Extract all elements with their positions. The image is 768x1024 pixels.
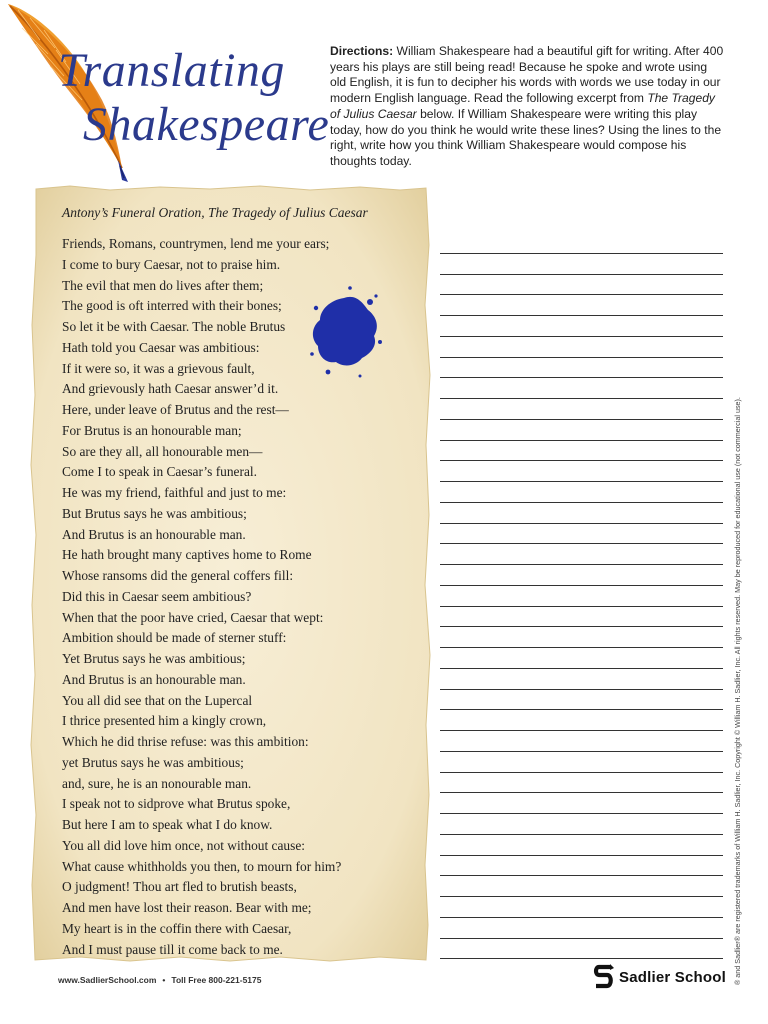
excerpt-line: You all did see that on the Lupercal [62, 692, 253, 708]
writing-line[interactable] [440, 358, 723, 379]
writing-line[interactable] [440, 814, 723, 835]
excerpt-line: Here, under leave of Brutus and the rest— [62, 402, 289, 417]
writing-line[interactable] [440, 731, 723, 752]
writing-line[interactable] [440, 482, 723, 503]
copyright-notice: ® and Sadlier® are registered trademarks of William H. Sadlier, Inc. Copyright © William H. Sadlier, Inc. All rights reserved. May be reproduced for educational use (not commercial use). [733, 397, 742, 985]
excerpt-line: You all did love him once, not without cause: [62, 837, 305, 853]
excerpt-line: Come I to speak in Caesar’s funeral. [62, 464, 257, 480]
directions-label: Directions: [330, 44, 394, 58]
excerpt-line: And Brutus is an honourable man. [62, 526, 246, 542]
excerpt-line: I thrice presented him a kingly crown, [62, 713, 267, 729]
writing-line[interactable] [440, 690, 723, 711]
excerpt-line: So are they all, all honourable men— [62, 443, 263, 459]
excerpt-line: I speak not to sidprove what Brutus spoke, [62, 796, 291, 812]
title-line-1: Translating [58, 44, 285, 97]
footer-separator: • [162, 975, 166, 985]
writing-line[interactable] [440, 752, 723, 773]
excerpt-line: And I must pause till it come back to me. [62, 941, 283, 957]
writing-line[interactable] [440, 607, 723, 628]
excerpt-line: For Brutus is an honourable man; [62, 422, 242, 438]
writing-line[interactable] [440, 275, 723, 296]
excerpt-line: My heart is in the coffin there with Caesar, [62, 920, 292, 936]
directions-text [330, 44, 725, 170]
writing-line[interactable] [440, 254, 723, 275]
excerpt-line: yet Brutus says he was ambitious; [62, 754, 244, 770]
excerpt-line: So let it be with Caesar. The noble Brutus [62, 319, 286, 334]
writing-line[interactable] [440, 420, 723, 441]
writing-line[interactable] [440, 503, 723, 524]
writing-line[interactable] [440, 856, 723, 877]
writing-line[interactable] [440, 773, 723, 794]
writing-line[interactable] [440, 295, 723, 316]
excerpt-line: O judgment! Thou art fled to brutish beasts, [62, 879, 297, 895]
footer-phone: Toll Free 800-221-5175 [171, 975, 262, 985]
excerpt-line: Hath told you Caesar was ambitious: [62, 339, 260, 355]
excerpt-line: Did this in Caesar seem ambitious? [62, 588, 252, 604]
directions-play-title: The Tragedy of Julius Caesar [330, 91, 715, 121]
writing-line[interactable] [440, 793, 723, 814]
excerpt-line: And grievously hath Caesar answer’d it. [62, 381, 279, 397]
directions-body-2: below. If William Shakespeare were writing this play today, how do you think he would write these lines? Using the lines to the right, write how you think William Shakespeare would compose his thoughts today. [330, 106, 722, 168]
writing-line[interactable] [440, 669, 723, 690]
excerpt-line: And Brutus is an honourable man. [62, 671, 246, 687]
excerpt-line: But here I am to speak what I do know. [62, 817, 273, 832]
excerpt-heading: Antony’s Funeral Oration, The Tragedy of Julius Caesar [62, 205, 368, 220]
writing-line[interactable] [440, 918, 723, 939]
writing-line[interactable] [440, 876, 723, 897]
writing-line[interactable] [440, 648, 723, 669]
footer-website[interactable]: www.SadlierSchool.com [58, 975, 157, 985]
writing-line[interactable] [440, 586, 723, 607]
page-title [58, 44, 330, 152]
excerpt-line: What cause whithholds you then, to mourn for him? [62, 858, 342, 874]
sadlier-logo [593, 964, 726, 990]
writing-lines [440, 233, 723, 959]
excerpt-line: I come to bury Caesar, not to praise him. [62, 256, 281, 272]
excerpt-line: He hath brought many captives home to Rome [62, 547, 312, 563]
writing-line[interactable] [440, 399, 723, 420]
excerpt-line: He was my friend, faithful and just to me: [62, 485, 287, 500]
logo-text: Sadlier School [619, 968, 726, 986]
writing-line[interactable] [440, 627, 723, 648]
writing-line[interactable] [440, 939, 723, 960]
writing-line[interactable] [440, 316, 723, 337]
excerpt-line: But Brutus says he was ambitious; [62, 505, 247, 521]
writing-line[interactable] [440, 461, 723, 482]
excerpt-line: The evil that men do lives after them; [62, 277, 264, 293]
excerpt-line: Yet Brutus says he was ambitious; [62, 651, 246, 666]
writing-line[interactable] [440, 337, 723, 358]
writing-line[interactable] [440, 524, 723, 545]
title-line-2: Shakespeare [83, 98, 330, 151]
writing-line[interactable] [440, 897, 723, 918]
writing-line[interactable] [440, 710, 723, 731]
footer [58, 975, 261, 985]
writing-line[interactable] [440, 565, 723, 586]
excerpt-line: Which he did thrise refuse: was this ambition: [62, 734, 309, 749]
writing-line[interactable] [440, 441, 723, 462]
sadlier-s-logo-icon [593, 964, 615, 990]
writing-line[interactable] [440, 544, 723, 565]
writing-line[interactable] [440, 378, 723, 399]
excerpt-line: Ambition should be made of sterner stuff: [62, 630, 287, 646]
excerpt-line: and, sure, he is an nonourable man. [62, 775, 252, 791]
directions-body-1: William Shakespeare had a beautiful gift for writing. After 400 years his plays are still being read! Because he spoke and wrote using old English, it is fun to decipher his words with words we use today in our modern English language. Read the following excerpt from [330, 44, 724, 106]
excerpt-line: Whose ransoms did the general coffers fill: [62, 568, 294, 583]
writing-line[interactable] [440, 233, 723, 254]
excerpt-line: The good is oft interred with their bones; [62, 298, 282, 314]
excerpt-line: If it were so, it was a grievous fault, [62, 360, 255, 376]
excerpt-lines [62, 235, 341, 961]
excerpt-line: And men have lost their reason. Bear with me; [62, 900, 312, 915]
excerpt-line: Friends, Romans, countrymen, lend me your ears; [62, 236, 330, 251]
excerpt-line: When that the poor have cried, Caesar that wept: [62, 609, 324, 625]
writing-line[interactable] [440, 835, 723, 856]
ink-splat-icon [304, 280, 384, 380]
